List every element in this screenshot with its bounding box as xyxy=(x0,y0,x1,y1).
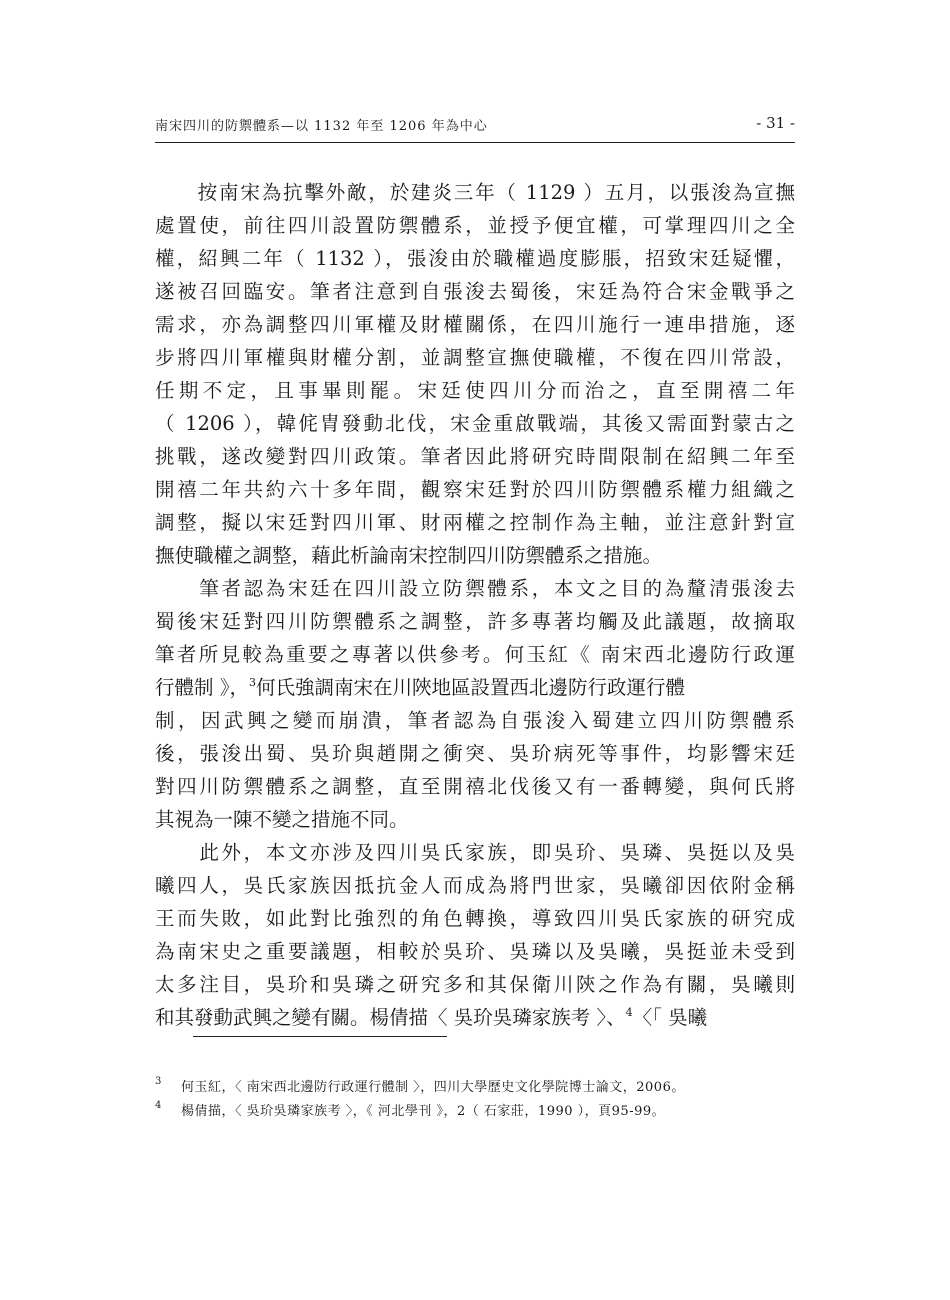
body-line-part: 和其發動武興之變有關。楊倩描〈 吳玠吳璘家族考 〉、 xyxy=(155,1006,626,1029)
body-line: 王而失敗，如此對比強烈的角色轉換，導致四川吳氏家族的研究成 xyxy=(155,907,795,930)
body-line: 調整，擬以宋廷對四川軍、財兩權之控制作為主軸，並注意針對宣 xyxy=(155,511,795,534)
body-line: 步將四川軍權與財權分割，並調整宣撫使職權，不復在四川常設， xyxy=(155,346,795,369)
body-line: 需求，亦為調整四川軍權及財權關係，在四川施行一連串措施，逐 xyxy=(155,313,795,336)
body-line: 為南宋史之重要議題，相較於吳玠、吳璘以及吳曦，吳挺並未受到 xyxy=(155,940,795,963)
body-line: 此外，本文亦涉及四川吳氏家族，即吳玠、吳璘、吳挺以及吳 xyxy=(155,841,795,864)
body-line: 太多注目，吳玠和吳璘之研究多和其保衛川陝之作為有關，吳曦則 xyxy=(155,973,795,996)
footnote-mark: 3 xyxy=(155,1076,162,1087)
footnote-rule xyxy=(193,1036,447,1037)
body-line: 任期不定，且事畢則罷。宋廷使四川分而治之，直至開禧二年 xyxy=(155,379,795,402)
footnote xyxy=(155,1076,795,1100)
running-header xyxy=(155,115,795,137)
footnote-text: 楊倩描，〈 吳玠吳璘家族考 〉，《 河北學刊 》，2（ 石家莊，1990 ），頁95-99。 xyxy=(181,1104,666,1119)
body-line: 其視為一陳不變之措施不同。 xyxy=(155,808,409,831)
body-line: 按南宋為抗擊外敵，於建炎三年（ 1129 ）五月，以張浚為宣撫 xyxy=(155,181,795,204)
body-line: 蜀後宋廷對四川防禦體系之調整，許多專著均觸及此議題，故摘取 xyxy=(155,610,795,633)
body-line-part: 何氏強調南宋在川陜地區設置西北邊防行政運行體 xyxy=(255,676,685,699)
body-line: 遂被召回臨安。筆者注意到自張浚去蜀後，宋廷為符合宋金戰爭之 xyxy=(155,280,795,303)
body-line: 筆者所見較為重要之專著以供參考。何玉紅《 南宋西北邊防行政運 xyxy=(155,643,795,666)
body-line: 制，因武興之變而崩潰，筆者認為自張浚入蜀建立四川防禦體系 xyxy=(155,709,795,732)
body-line: 後，張浚出蜀、吳玠與趙開之衝突、吳玠病死等事件，均影響宋廷 xyxy=(155,742,795,765)
running-title: 南宋四川的防禦體系—以 1132 年至 1206 年為中心 xyxy=(155,119,488,134)
header-rule xyxy=(155,142,795,143)
body-text xyxy=(155,176,795,1034)
body-line: 曦四人，吳氏家族因抵抗金人而成為將門世家，吳曦卻因依附金稱 xyxy=(155,874,795,897)
body-line: 挑戰，遂改變對四川政策。筆者因此將研究時間限制在紹興二年至 xyxy=(155,445,795,468)
footnote-text: 何玉紅，〈 南宋西北邊防行政運行體制 〉，四川大學歷史文化學院博士論文，2006。 xyxy=(181,1080,685,1095)
page-number: - 31 - xyxy=(756,114,795,132)
footnote-mark: 4 xyxy=(155,1100,162,1111)
footnote xyxy=(155,1100,795,1124)
footnotes xyxy=(155,1076,795,1124)
body-line: 筆者認為宋廷在四川設立防禦體系，本文之目的為釐清張浚去 xyxy=(155,577,795,600)
footnote-ref[interactable]: 3 xyxy=(248,676,256,689)
body-line-part: 〈「 吳曦 xyxy=(632,1006,708,1029)
body-line: （ 1206 ），韓侂胄發動北伐，宋金重啟戰端，其後又需面對蒙古之 xyxy=(155,412,795,435)
body-line: 撫使職權之調整，藉此析論南宋控制四川防禦體系之措施。 xyxy=(155,544,663,567)
body-line-with-footnote xyxy=(155,1001,795,1034)
body-line-with-footnote xyxy=(155,671,795,704)
body-line: 處置使，前往四川設置防禦體系，並授予便宜權，可掌理四川之全 xyxy=(155,214,795,237)
body-line: 權，紹興二年（ 1132 ），張浚由於職權過度膨脹，招致宋廷疑懼， xyxy=(155,247,795,270)
footnote-ref[interactable]: 4 xyxy=(625,1006,633,1019)
body-line-part: 行體制 》， xyxy=(155,676,249,699)
body-line: 開禧二年共約六十多年間，觀察宋廷對於四川防禦體系權力組織之 xyxy=(155,478,795,501)
body-line: 對四川防禦體系之調整，直至開禧北伐後又有一番轉變，與何氏將 xyxy=(155,775,795,798)
